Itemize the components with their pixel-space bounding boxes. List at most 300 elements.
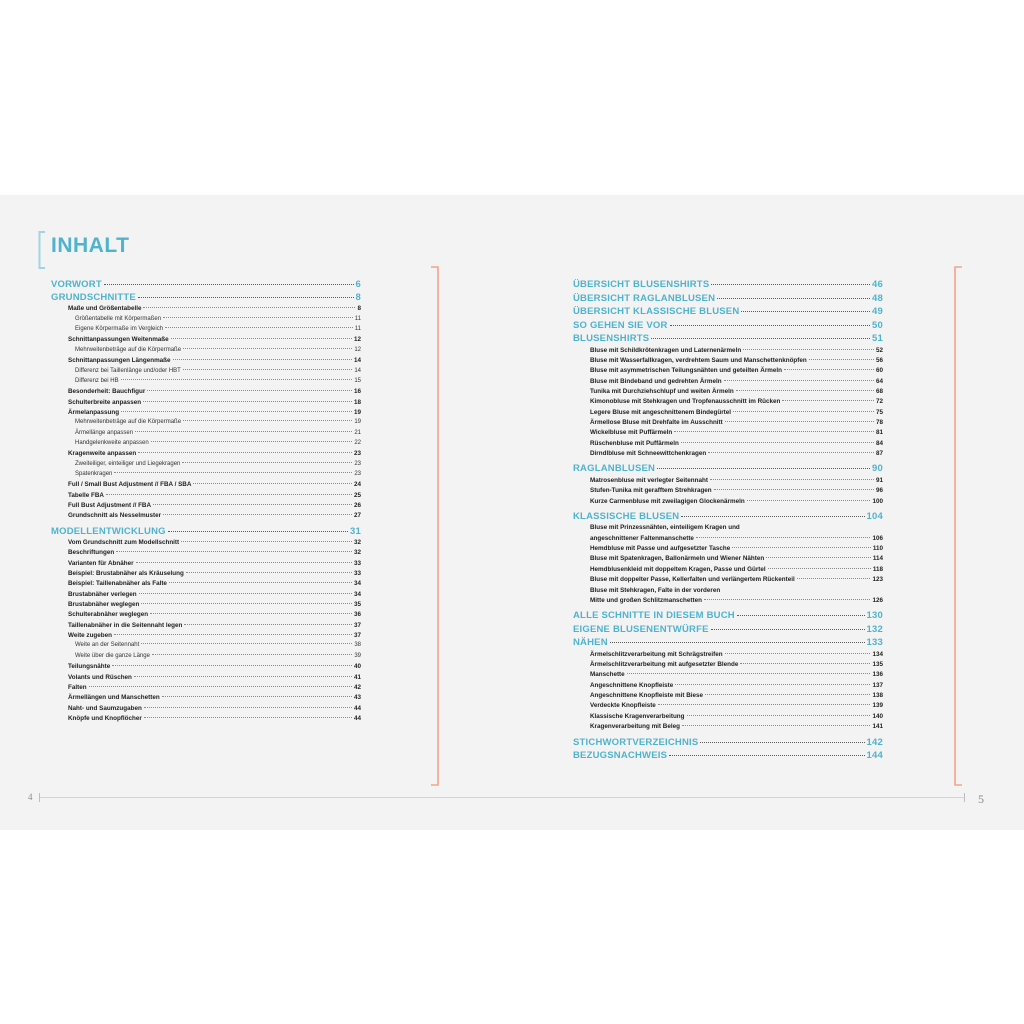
toc-entry-page: 8 (357, 305, 361, 313)
dot-leader (138, 297, 354, 298)
dot-leader (114, 634, 352, 635)
toc-entry-page: 40 (353, 663, 361, 671)
toc-entry-title: Bluse mit Stehkragen, Falte in der vorderen (590, 586, 721, 594)
toc-entry-title: Vom Grundschnitt zum Modellschnitt (68, 538, 180, 546)
dot-leader (173, 359, 352, 360)
toc-subsection (75, 316, 361, 322)
dot-leader (682, 725, 871, 726)
toc-entry-page: 39 (354, 652, 361, 659)
toc-section (590, 450, 883, 457)
toc-section (590, 409, 883, 416)
toc-section (590, 723, 883, 730)
dot-leader (183, 369, 352, 370)
toc-entry-title: Spatenkragen (75, 471, 113, 477)
toc-section (590, 378, 883, 385)
toc-entry-page: 22 (354, 439, 361, 446)
toc-chapter (573, 463, 883, 474)
toc-entry-title: Kragenweite anpassen (68, 450, 137, 458)
toc-entry-title: Mehrweitenbeträge auf die Körpermaße (75, 419, 182, 426)
dot-leader (741, 311, 870, 312)
toc-section (590, 671, 883, 678)
toc-entry-page: 14 (354, 367, 361, 374)
toc-entry-page: 84 (875, 439, 883, 447)
toc-entry-page: 37 (353, 621, 361, 629)
toc-entry-page: 49 (872, 306, 883, 317)
toc-entry-page: 130 (866, 610, 883, 622)
dot-leader (674, 431, 874, 432)
dot-leader (114, 472, 352, 473)
toc-entry-title: NÄHEN (573, 637, 608, 649)
toc-entry-page: 144 (866, 750, 883, 761)
toc-section (590, 545, 883, 552)
toc-section (590, 555, 883, 562)
toc-section (68, 549, 361, 556)
toc-entry-page: 126 (872, 596, 883, 604)
dot-leader (782, 400, 874, 401)
toc-entry-title: Stufen-Tunika mit gerafftem Strehkragen (590, 487, 712, 495)
toc-section (590, 682, 883, 689)
dot-leader (121, 411, 352, 412)
toc-entry-page: 43 (353, 694, 361, 702)
toc-entry-page: 141 (872, 723, 883, 731)
toc-entry-title: Brustabnäher verlegen (68, 590, 137, 598)
toc-entry-title: Falten (68, 683, 87, 691)
toc-entry-page: 18 (353, 398, 361, 406)
dot-leader (610, 642, 865, 643)
toc-section (590, 661, 883, 668)
toc-entry-title: Ärmelanpassung (68, 408, 120, 416)
dot-leader (168, 531, 348, 532)
toc-chapter (573, 279, 883, 290)
toc-entry-page: 31 (350, 525, 361, 537)
toc-entry-title: Wickelbluse mit Puffärmeln (590, 429, 673, 437)
dot-leader (106, 494, 352, 495)
dot-leader (151, 441, 353, 442)
dot-leader (153, 504, 352, 505)
toc-section (68, 357, 361, 364)
toc-section (68, 539, 361, 546)
toc-subsection (75, 419, 361, 425)
toc-entry-page: 34 (353, 580, 361, 588)
toc-entry-title: Bluse mit Bindeband und gedrehten Ärmeln (590, 377, 722, 385)
toc-entry-page: 78 (875, 418, 883, 426)
dot-leader (675, 684, 870, 685)
toc-entry-title: Bluse mit doppelter Passe, Kellerfalten und verlängertem Rückenteil (590, 576, 795, 584)
toc-section (590, 524, 883, 531)
toc-section (590, 692, 883, 699)
page-number-left: 4 (28, 792, 33, 802)
toc-entry-title: Hemdbluse mit Passe und aufgesetzter Tasche (590, 545, 731, 553)
toc-entry-page: 100 (872, 497, 883, 505)
toc-entry-title: ALLE SCHNITTE IN DIESEM BUCH (573, 610, 735, 622)
dot-leader (116, 551, 352, 552)
toc-entry-page: 8 (355, 292, 361, 304)
dot-leader (784, 369, 874, 370)
toc-entry-title: Bluse mit asymmetrischen Teilungsnähten und geteilten Ärmeln (590, 367, 782, 375)
toc-entry-page: 114 (872, 555, 883, 563)
toc-entry-page: 110 (872, 545, 883, 553)
toc-entry-page: 81 (875, 429, 883, 437)
toc-chapter (573, 306, 883, 317)
toc-entry-page: 23 (354, 471, 361, 477)
toc-entry-title: GRUNDSCHNITTE (51, 292, 136, 304)
dot-leader (141, 603, 352, 604)
toc-section (68, 570, 361, 577)
dot-leader (165, 327, 353, 328)
toc-entry-page: 96 (875, 487, 883, 495)
dot-leader (183, 348, 352, 349)
dot-leader (670, 325, 871, 326)
toc-entry-title: Brustabnäher weglegen (68, 601, 140, 609)
toc-entry-title: Teilungsnähte (68, 663, 111, 671)
dot-leader (139, 593, 352, 594)
dot-leader (152, 654, 352, 655)
toc-entry-page: 12 (354, 346, 361, 353)
toc-entry-title: Größentabelle mit Körpermaßen (75, 315, 162, 322)
dot-leader (193, 483, 352, 484)
toc-section (590, 566, 883, 573)
dot-leader (704, 599, 871, 600)
toc-entry-title: Schnittanpassungen Längenmaße (68, 357, 171, 365)
dot-leader (714, 489, 874, 490)
toc-section (590, 398, 883, 405)
toc-section (68, 336, 361, 343)
dot-leader (186, 572, 352, 573)
toc-entry-page: 137 (872, 681, 883, 689)
toc-entry-page: 21 (354, 429, 361, 436)
toc-section (590, 498, 883, 505)
toc-chapter (573, 737, 883, 748)
toc-entry-title: Full Bust Adjustment // FBA (68, 502, 152, 510)
dot-leader (657, 468, 870, 469)
toc-entry-title: Ärmelschlitzverarbeitung mit Schrägstreifen (590, 650, 723, 658)
toc-section (68, 622, 361, 629)
toc-section (68, 388, 361, 395)
dot-leader (809, 359, 874, 360)
dot-leader (147, 390, 352, 391)
toc-entry-title: Manschette (590, 671, 625, 679)
heading-bracket (38, 231, 46, 269)
toc-entry-title: Handgelenkweite anpassen (75, 439, 149, 446)
footer-rule (40, 797, 964, 798)
toc-entry-title: Beispiel: Brustabnäher als Kräuselung (68, 570, 184, 577)
toc-entry-page: 23 (354, 460, 361, 467)
toc-section (590, 419, 883, 426)
toc-section (68, 601, 361, 608)
toc-entry-title: Weite über die ganze Länge (75, 652, 150, 659)
toc-chapter (51, 292, 361, 303)
toc-entry-title: Angeschnittene Knopfleiste mit Biese (590, 692, 704, 700)
toc-section (68, 611, 361, 618)
dot-leader (747, 500, 871, 501)
dot-leader (733, 411, 874, 412)
toc-entry-page: 41 (353, 673, 361, 681)
toc-section (590, 388, 883, 395)
toc-entry-title: KLASSISCHE BLUSEN (573, 510, 680, 522)
dot-leader (121, 379, 353, 380)
toc-entry-page: 106 (872, 534, 883, 542)
dot-leader (184, 624, 352, 625)
toc-entry-page: 51 (872, 333, 883, 344)
toc-entry-page: 142 (866, 736, 883, 748)
dot-leader (717, 298, 870, 299)
toc-entry-title: VORWORT (51, 279, 102, 290)
toc-entry-title: BLUSENSHIRTS (573, 333, 650, 344)
toc-entry-page: 16 (353, 388, 361, 396)
toc-entry-page: 23 (353, 450, 361, 458)
toc-entry-page: 72 (875, 398, 883, 406)
toc-entry-title: BEZUGSNACHWEIS (573, 750, 668, 761)
toc-entry-page: 56 (875, 356, 883, 364)
toc-entry-title: Rüschenbluse mit Puffärmeln (590, 439, 679, 447)
toc-entry-page: 50 (872, 319, 883, 331)
toc-entry-title: STICHWORTVERZEICHNIS (573, 736, 699, 748)
toc-entry-page: 15 (354, 377, 361, 384)
dot-leader (138, 452, 352, 453)
dot-leader (143, 401, 352, 402)
dot-leader (737, 615, 865, 616)
toc-entry-title: Beispiel: Taillenabnäher als Falte (68, 580, 167, 588)
dot-leader (135, 431, 352, 432)
toc-heading: INHALT (51, 234, 130, 257)
toc-entry-page: 11 (354, 326, 361, 333)
toc-section (68, 715, 361, 722)
toc-entry-title: Tunika mit Durchziehschlupf und weiten Ärmeln (590, 387, 734, 395)
toc-entry-page: 24 (353, 481, 361, 489)
toc-section (68, 684, 361, 691)
dot-leader (724, 380, 874, 381)
toc-section (68, 305, 361, 312)
toc-section (590, 702, 883, 709)
toc-section (68, 399, 361, 406)
toc-entry-title: Naht- und Saumzugaben (68, 704, 142, 712)
footer-tick-right (964, 793, 965, 802)
toc-entry-title: ÜBERSICHT RAGLANBLUSEN (573, 292, 716, 304)
toc-section (590, 535, 883, 542)
toc-section (68, 560, 361, 567)
toc-entry-title: Verdeckte Knopfleiste (590, 702, 656, 710)
toc-chapter (573, 637, 883, 648)
toc-chapter (51, 526, 361, 537)
toc-subsection (75, 368, 361, 374)
dot-leader (182, 462, 352, 463)
toc-section (590, 597, 883, 604)
toc-entry-page: 32 (353, 549, 361, 557)
dot-leader (163, 514, 352, 515)
toc-entry-title: Weite an der Seitennaht (75, 642, 140, 649)
dot-leader (736, 390, 874, 391)
toc-entry-page: 37 (353, 632, 361, 640)
right-page-bracket (953, 266, 963, 786)
toc-entry-title: Matrosenbluse mit verlegter Seitennaht (590, 476, 708, 484)
toc-entry-page: 44 (353, 714, 361, 722)
toc-entry-page: 6 (355, 279, 361, 290)
toc-entry-title: Tabelle FBA (68, 491, 104, 499)
dot-leader (144, 717, 352, 718)
toc-entry-title: Mitte und großen Schlitzmanschetten (590, 596, 702, 604)
toc-entry-page: 134 (872, 650, 883, 658)
toc-entry-title: Maße und Größentabelle (68, 305, 142, 313)
toc-entry-title: Ärmellängen und Manschetten (68, 694, 160, 702)
left-page-bracket (430, 266, 440, 786)
toc-entry-title: Angeschnittene Knopfleiste (590, 681, 674, 689)
toc-section (590, 487, 883, 494)
dot-leader (144, 707, 352, 708)
toc-entry-title: Differenz bei HB (75, 377, 119, 384)
toc-entry-title: Eigene Körpermaße im Vergleich (75, 326, 164, 333)
toc-entry-page: 19 (354, 419, 361, 426)
footer-tick-left (39, 793, 40, 802)
toc-entry-page: 75 (875, 408, 883, 416)
toc-entry-page: 135 (872, 661, 883, 669)
dot-leader (708, 452, 874, 453)
dot-leader (725, 653, 871, 654)
toc-entry-page: 19 (353, 408, 361, 416)
toc-chapter (573, 333, 883, 344)
toc-entry-title: Bluse mit Prinzessnähten, einteiligem Kragen und (590, 524, 740, 532)
toc-entry-title: MODELLENTWICKLUNG (51, 525, 166, 537)
toc-entry-page: 91 (875, 476, 883, 484)
toc-entry-page: 26 (353, 502, 361, 510)
toc-entry-title: Kurze Carmenbluse mit zweilagigen Glockenärmeln (590, 497, 745, 505)
toc-entry-title: Ärmellänge anpassen (75, 429, 134, 436)
toc-subsection (75, 653, 361, 659)
toc-entry-title: Volants und Rüschen (68, 673, 132, 681)
dot-leader (89, 686, 352, 687)
toc-entry-page: 52 (875, 346, 883, 354)
toc-entry-title: Schulterabnäher weglegen (68, 611, 149, 619)
toc-subsection (75, 440, 361, 446)
toc-entry-title: Weite zugeben (68, 632, 112, 640)
toc-chapter (573, 320, 883, 331)
toc-entry-title: SO GEHEN SIE VOR (573, 319, 668, 331)
toc-section (590, 429, 883, 436)
toc-entry-title: Hemdblusenkleid mit doppeltem Kragen, Passe und Gürtel (590, 565, 766, 573)
toc-entry-title: Bluse mit Wasserfallkragen, verdrehtem Saum und Manschettenknöpfen (590, 356, 807, 364)
toc-subsection (75, 430, 361, 436)
dot-leader (141, 643, 352, 644)
toc-entry-page: 11 (354, 315, 361, 322)
toc-entry-page: 136 (872, 671, 883, 679)
toc-subsection (75, 471, 361, 477)
toc-entry-title: Knöpfe und Knopflöcher (68, 714, 142, 722)
toc-subsection (75, 378, 361, 384)
toc-entry-page: 133 (866, 637, 883, 649)
toc-section (68, 409, 361, 416)
dot-leader (669, 755, 864, 756)
toc-section (590, 347, 883, 354)
toc-entry-title: Schnittanpassungen Weitenmaße (68, 336, 169, 344)
dot-leader (743, 349, 874, 350)
toc-section (68, 694, 361, 701)
toc-entry-page: 12 (353, 336, 361, 344)
toc-entry-page: 27 (353, 512, 361, 520)
dot-leader (766, 557, 871, 558)
toc-entry-title: Differenz bei Taillenlänge und/oder HBT (75, 367, 181, 374)
toc-entry-page: 42 (353, 683, 361, 691)
dot-leader (134, 676, 352, 677)
toc-entry-title: Grundschnitt als Nesselmuster (68, 512, 162, 520)
dot-leader (181, 541, 352, 542)
toc-entry-title: EIGENE BLUSENENTWÜRFE (573, 623, 709, 635)
toc-chapter (573, 750, 883, 761)
toc-entry-title: RAGLANBLUSEN (573, 463, 656, 475)
toc-subsection (75, 326, 361, 332)
toc-section (68, 705, 361, 712)
toc-chapter (573, 511, 883, 522)
toc-section (590, 587, 883, 594)
toc-entry-title: Klassische Kragenverarbeitung (590, 712, 685, 720)
dot-leader (171, 338, 352, 339)
dot-leader (136, 562, 352, 563)
dot-leader (169, 582, 352, 583)
toc-subsection (75, 347, 361, 353)
toc-chapter (51, 279, 361, 290)
toc-section (68, 481, 361, 488)
dot-leader (705, 694, 870, 695)
toc-entry-title: angeschnittener Faltenmanschette (590, 534, 694, 542)
toc-entry-title: ÜBERSICHT BLUSENSHIRTS (573, 279, 710, 290)
toc-entry-page: 104 (866, 510, 883, 522)
dot-leader (651, 338, 870, 339)
dot-leader (104, 284, 354, 285)
toc-entry-page: 46 (872, 279, 883, 290)
dot-leader (681, 442, 874, 443)
toc-entry-title: Beschriftungen (68, 549, 115, 557)
dot-leader (711, 629, 865, 630)
toc-entry-page: 36 (353, 611, 361, 619)
toc-section (68, 492, 361, 499)
toc-entry-title: Full / Small Bust Adjustment // FBA / SBA (68, 481, 192, 489)
dot-leader (150, 613, 352, 614)
toc-section (68, 674, 361, 681)
toc-subsection (75, 642, 361, 648)
dot-leader (768, 568, 871, 569)
toc-section (68, 502, 361, 509)
toc-section (590, 713, 883, 720)
toc-subsection (75, 461, 361, 467)
toc-entry-title: Ärmelschlitzverarbeitung mit aufgesetzter Blende (590, 661, 739, 669)
toc-entry-title: Taillenabnäher in die Seitennaht legen (68, 621, 183, 629)
dot-leader (696, 537, 871, 538)
toc-entry-page: 132 (866, 623, 883, 635)
toc-entry-title: Kimonobluse mit Stehkragen und Tropfenausschnitt im Rücken (590, 398, 781, 406)
toc-entry-page: 32 (353, 538, 361, 546)
toc-section (68, 512, 361, 519)
dot-leader (740, 663, 870, 664)
toc-entry-page: 35 (353, 601, 361, 609)
dot-leader (627, 673, 871, 674)
toc-section (68, 632, 361, 639)
toc-entry-page: 68 (875, 387, 883, 395)
toc-section (590, 357, 883, 364)
dot-leader (710, 479, 874, 480)
toc-entry-page: 14 (353, 357, 361, 365)
dot-leader (732, 547, 871, 548)
toc-chapter (573, 624, 883, 635)
dot-leader (700, 742, 864, 743)
toc-entry-title: Bluse mit Schildkrötenkragen und Laternenärmeln (590, 346, 742, 354)
toc-entry-page: 87 (875, 450, 883, 457)
toc-entry-title: Schulterbreite anpassen (68, 398, 142, 406)
toc-section (68, 580, 361, 587)
toc-entry-page: 60 (875, 367, 883, 375)
dot-leader (725, 421, 874, 422)
toc-entry-page: 38 (354, 642, 361, 649)
toc-entry-title: Mehrweitenbeträge auf die Körpermaße (75, 346, 182, 353)
toc-entry-title: Ärmellose Bluse mit Drehfalte im Ausschnitt (590, 418, 723, 426)
toc-entry-page: 33 (353, 570, 361, 577)
